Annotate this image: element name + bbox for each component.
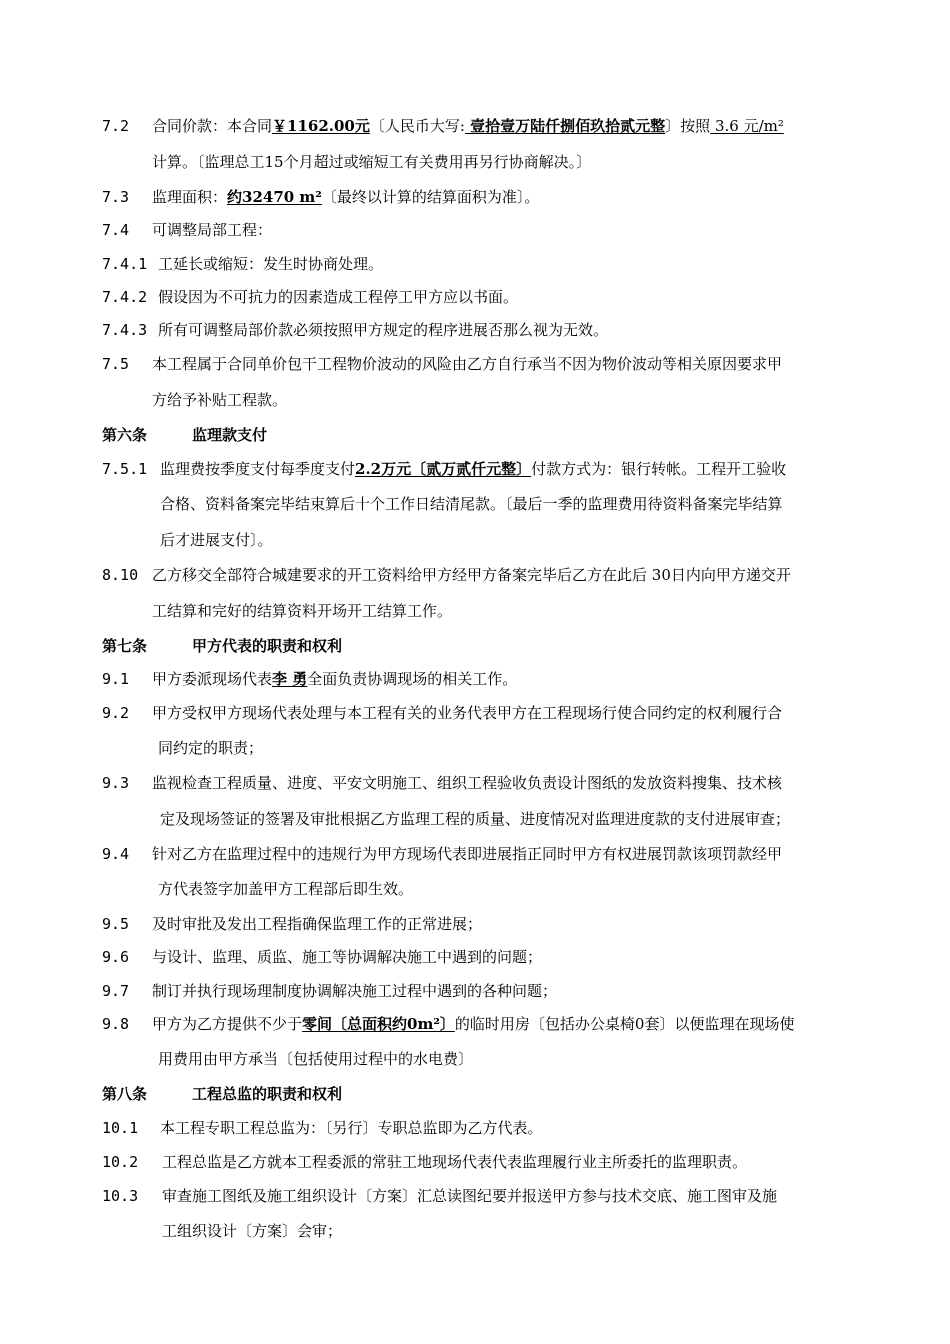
clause-text: 甲方为乙方提供不少于 xyxy=(152,1015,303,1033)
contract-price-words: 壹拾壹万陆仟捌佰玖拾贰元整 xyxy=(464,117,666,135)
clause-number: 9.7 xyxy=(102,982,130,1000)
clause-number: 7.5 xyxy=(102,355,130,373)
clause-number: 7.2 xyxy=(102,117,130,135)
quarterly-payment: 2.2万元〔贰万贰仟元整〕 xyxy=(355,460,532,478)
clause-10-3-line2: 工组织设计〔方案〕会审； xyxy=(162,1222,343,1240)
clause-7-4-2: 假设因为不可抗力的因素造成工程停工甲方应以书面。 xyxy=(158,288,519,306)
clause-7-3 xyxy=(152,187,539,207)
clause-text: 监理费按季度支付每季度支付 xyxy=(160,460,356,478)
clause-number: 8.10 xyxy=(102,566,139,584)
clause-number: 10.3 xyxy=(102,1187,139,1205)
clause-7-5-1-line3: 后才进展支付〕。 xyxy=(160,531,273,549)
clause-number: 9.6 xyxy=(102,948,130,966)
contract-price: ￥1162.00元 xyxy=(272,117,370,135)
supervision-area: 约32470 m² xyxy=(227,188,322,206)
clause-text: 的临时用房〔包括办公桌椅0套〕以便监理在现场使 xyxy=(454,1015,795,1033)
section-title: 工程总监的职责和权利 xyxy=(192,1085,343,1103)
section-label: 第八条 xyxy=(102,1085,148,1103)
clause-7-4-3: 所有可调整局部价款必须按照甲方规定的程序进展否那么视为无效。 xyxy=(158,321,609,339)
clause-10-3-line1: 审查施工图纸及施工组织设计〔方案〕汇总读图纪要并报送甲方参与技术交底、施工图审及施 xyxy=(162,1187,778,1205)
clause-text: 付款方式为：银行转帐。工程开工验收 xyxy=(531,460,787,478)
clause-9-1 xyxy=(152,669,517,689)
clause-number: 7.4.2 xyxy=(102,288,148,306)
office-space: 零间〔总面积约0m²〕 xyxy=(302,1015,455,1033)
clause-number: 7.4.3 xyxy=(102,321,148,339)
clause-number: 9.5 xyxy=(102,915,130,933)
clause-7-2-line1 xyxy=(152,116,784,136)
clause-number: 9.4 xyxy=(102,845,130,863)
clause-text: 〕按照 xyxy=(665,117,711,135)
clause-9-4-line1: 针对乙方在监理过程中的违规行为甲方现场代表即进展指正同时甲方有权进展罚款该项罚款经甲 xyxy=(152,845,783,863)
clause-text: 〔最终以计算的结算面积为准〕。 xyxy=(321,188,540,206)
clause-9-2-line2: 同约定的职责； xyxy=(158,739,264,757)
clause-9-3-line2: 定及现场签证的签署及审批根据乙方监理工程的质量、进度情况对监理进度款的支付进展审查； xyxy=(160,810,791,828)
clause-9-2-line1: 甲方受权甲方现场代表处理与本工程有关的业务代表甲方在工程现场行使合同约定的权利履行合 xyxy=(152,704,783,722)
section-title: 监理款支付 xyxy=(192,426,268,444)
clause-7-4: 可调整局部工程： xyxy=(152,221,273,239)
section-label: 第七条 xyxy=(102,637,148,655)
clause-7-4-1: 工延长或缩短：发生时协商处理。 xyxy=(158,255,384,273)
clause-text: 甲方委派现场代表 xyxy=(152,670,273,688)
clause-text: 合同价款：本合同 xyxy=(152,117,273,135)
clause-10-2: 工程总监是乙方就本工程委派的常驻工地现场代表代表监理履行业主所委托的监理职责。 xyxy=(162,1153,748,1171)
unit-rate: 3.6 元/m² xyxy=(710,117,784,135)
clause-number: 9.1 xyxy=(102,670,130,688)
clause-7-5-1-line1 xyxy=(160,459,786,479)
clause-number: 9.3 xyxy=(102,774,130,792)
clause-7-5-line2: 方给予补贴工程款。 xyxy=(152,391,288,409)
clause-number: 10.2 xyxy=(102,1153,139,1171)
clause-number: 9.8 xyxy=(102,1015,130,1033)
clause-7-5-line1: 本工程属于合同单价包干工程物价波动的风险由乙方自行承当不因为物价波动等相关原因要求甲 xyxy=(152,355,783,373)
clause-9-8-line1 xyxy=(152,1014,794,1034)
clause-text: 全面负责协调现场的相关工作。 xyxy=(307,670,518,688)
clause-number: 7.4 xyxy=(102,221,130,239)
section-title: 甲方代表的职责和权利 xyxy=(192,637,343,655)
clause-9-5: 及时审批及发出工程指确保监理工作的正常进展； xyxy=(152,915,483,933)
clause-9-7: 制订并执行现场理制度协调解决施工过程中遇到的各种问题； xyxy=(152,982,558,1000)
representative-name: 李 勇 xyxy=(272,670,308,688)
clause-7-2-line2: 计算。〔监理总工15个月超过或缩短工有关费用再另行协商解决。〕 xyxy=(152,153,592,171)
clause-number: 7.3 xyxy=(102,188,130,206)
clause-text: 〔人民币大写: xyxy=(369,117,465,135)
section-label: 第六条 xyxy=(102,426,148,444)
clause-number: 9.2 xyxy=(102,704,130,722)
clause-7-5-1-line2: 合格、资料备案完毕结束算后十个工作日结清尾款。〔最后一季的监理费用待资料备案完毕结算 xyxy=(160,495,783,513)
clause-10-1: 本工程专职工程总监为：〔另行〕专职总监即为乙方代表。 xyxy=(160,1119,543,1137)
clause-9-8-line2: 用费用由甲方承当〔包括使用过程中的水电费〕 xyxy=(158,1050,474,1068)
clause-number: 7.5.1 xyxy=(102,460,148,478)
clause-number: 10.1 xyxy=(102,1119,139,1137)
clause-number: 7.4.1 xyxy=(102,255,148,273)
clause-9-6: 与设计、监理、质监、施工等协调解决施工中遇到的问题； xyxy=(152,948,543,966)
clause-8-10-line1: 乙方移交全部符合城建要求的开工资料给甲方经甲方备案完毕后乙方在此后 30日内向甲方递交开 xyxy=(152,566,791,584)
clause-9-4-line2: 方代表签字加盖甲方工程部后即生效。 xyxy=(158,880,414,898)
clause-text: 监理面积： xyxy=(152,188,228,206)
clause-8-10-line2: 工结算和完好的结算资料开场开工结算工作。 xyxy=(152,602,453,620)
clause-9-3-line1: 监视检查工程质量、进度、平安文明施工、组织工程验收负责设计图纸的发放资料搜集、技术核 xyxy=(152,774,783,792)
